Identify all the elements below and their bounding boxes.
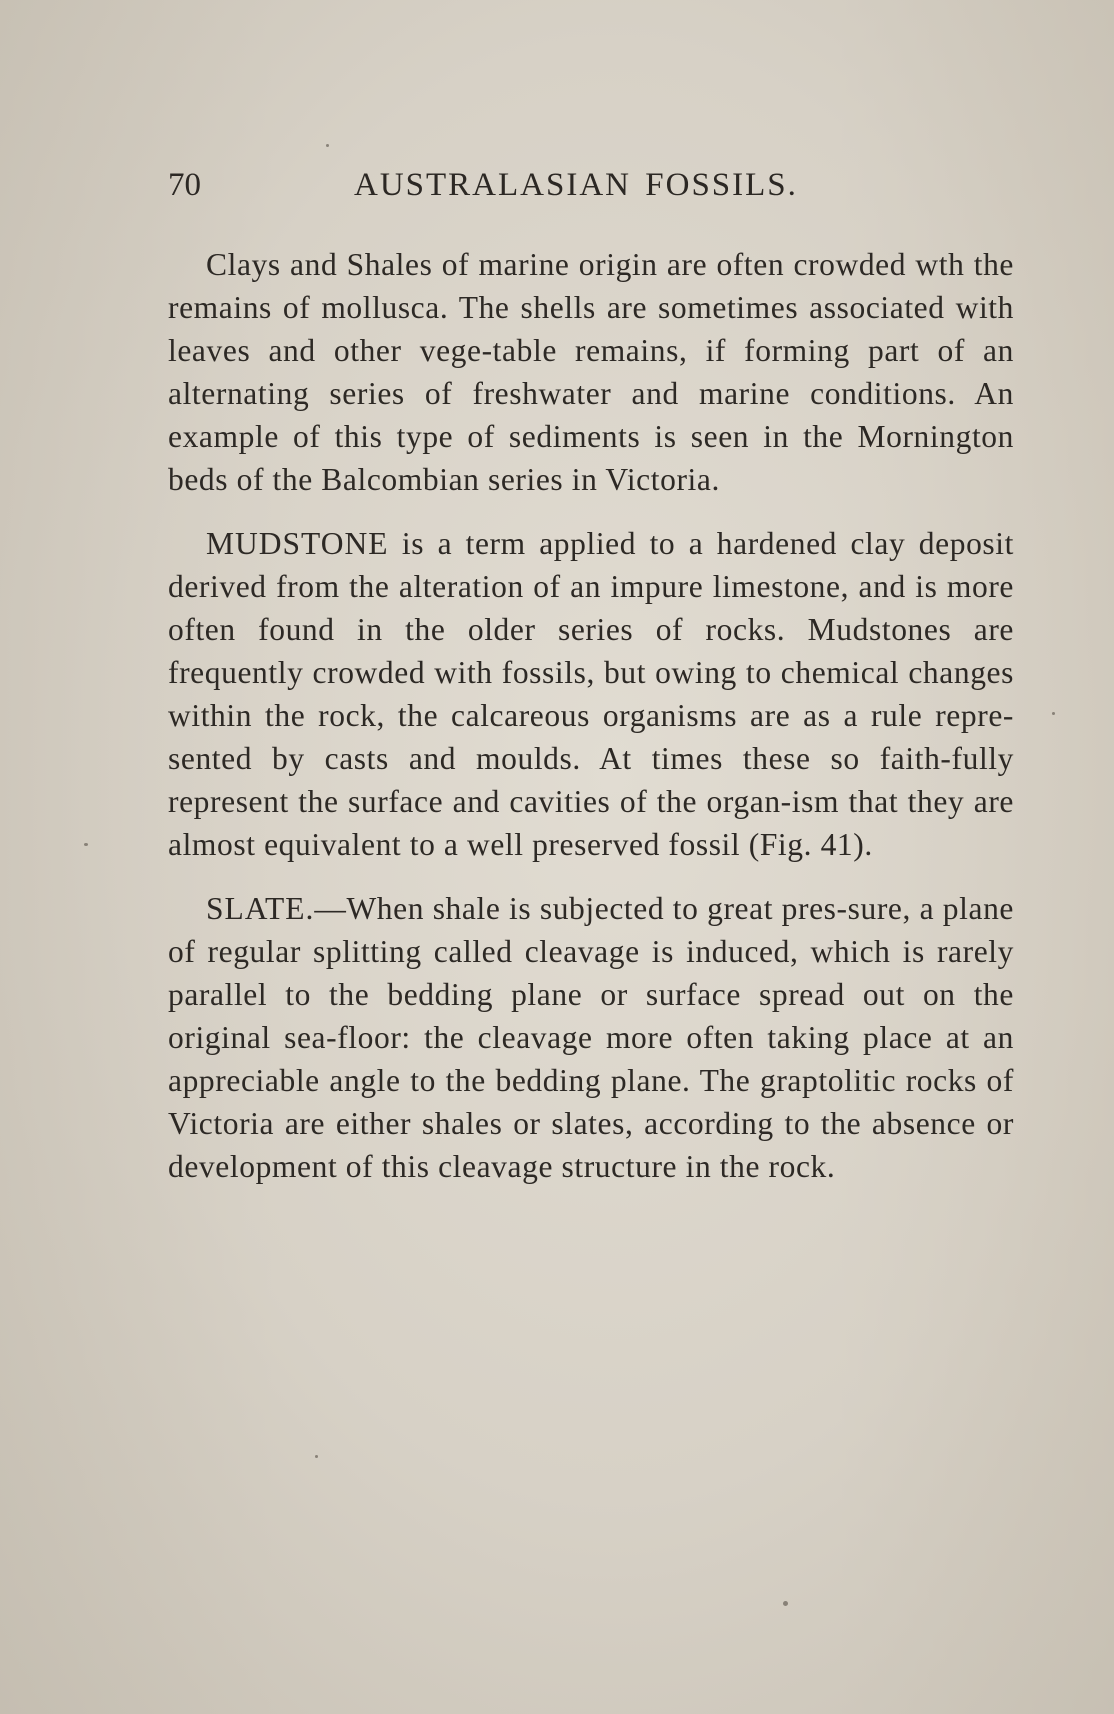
page-number: 70: [168, 167, 201, 203]
paragraph-text: is a term applied to a hardened clay deposit derived from the alteration of an impure limestone, and is more often found in the older series of rocks. Mudstones are frequently crowded with fossils, but owing to chemical changes within the rock, the calcareous organisms are as a rule repre-sented by casts and moulds. At times these so faith-fully represent the surface and cavities of the organ-ism that they are almost equivalent to a well preserved fossil (Fig. 41).: [168, 526, 1014, 862]
paper-speck: [326, 144, 329, 147]
paragraph-slate: [168, 887, 1014, 1188]
paper-speck: [1052, 712, 1055, 715]
paragraph-text: —When shale is subjected to great pres-sure, a plane of regular splitting called cleavage is induced, which is rarely parallel to the bedding plane or surface spread out on the original sea-floor: the cleavage more often taking place at an appreciable angle to the bedding plane. The graptolitic rocks of Victoria are either shales or slates, according to the absence or development of this cleavage structure in the rock.: [168, 891, 1014, 1184]
paper-speck: [84, 843, 88, 846]
paper-speck: [783, 1601, 788, 1606]
paragraph-lead: MUDSTONE: [206, 526, 389, 561]
paragraph-text: Clays and Shales of marine origin are often crowded wth the remains of mollusca. The shells are sometimes associated with leaves and other vege-table remains, if forming part of an alternating series of freshwater and marine conditions. An example of this type of sediments is seen in the Mornington beds of the Balcombian series in Victoria.: [168, 247, 1014, 497]
running-title: AUSTRALASIAN FOSSILS.: [354, 167, 798, 203]
paragraph-mudstone: [168, 522, 1014, 866]
running-head: [168, 163, 1014, 207]
paper-speck: [315, 1455, 318, 1458]
body-text: [168, 243, 1014, 1209]
paragraph-lead: SLATE.: [206, 891, 315, 926]
paragraph-clays-and-shales: [168, 243, 1014, 501]
